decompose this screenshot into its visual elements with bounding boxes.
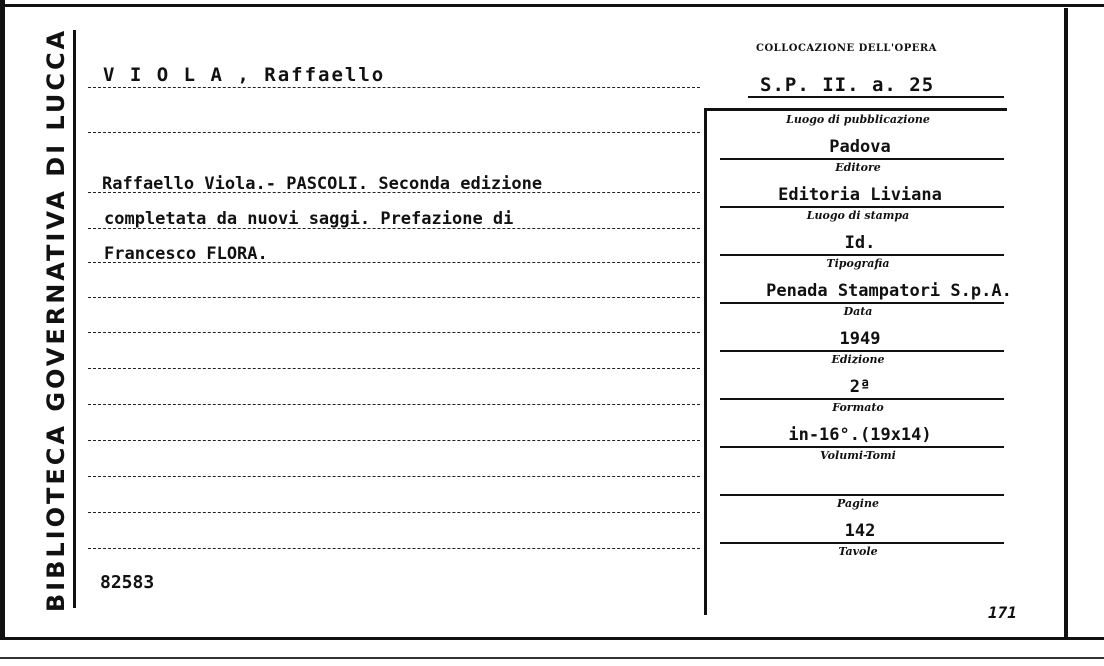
field-label-publisher: Editore [835, 161, 881, 174]
collocation-header: COLLOCAZIONE DELL'OPERA [756, 43, 937, 54]
ruled-line [88, 228, 700, 229]
field-label-print-place: Luogo di stampa [806, 209, 910, 222]
description-line-1: Raffaello Viola.- PASCOLI. Seconda edizione [102, 174, 543, 194]
field-value-place: Padova [829, 137, 891, 157]
card-left-border [0, 0, 5, 640]
margin-rule [73, 30, 76, 608]
field-label-plates: Tavole [838, 545, 878, 558]
stamp-number: 171 [988, 603, 1017, 622]
field-value-edition: 2ª [849, 377, 871, 397]
field-label-edition: Edizione [831, 353, 885, 366]
card-top-border [0, 4, 1104, 7]
collocation-rule [748, 96, 1004, 98]
field-label-printer: Tipografia [826, 257, 890, 270]
field-label-pages: Pagine [837, 497, 879, 510]
field-label-volumes: Volumi-Tomi [820, 449, 896, 462]
field-value-printer: Penada Stampatori S.p.A. [766, 281, 1012, 301]
ruled-line [88, 368, 700, 369]
description-line-3: Francesco FLORA. [104, 244, 268, 264]
card-bottom-border [0, 637, 1104, 640]
ruled-line [88, 192, 700, 193]
field-rule [720, 254, 1004, 256]
field-rule [720, 494, 1004, 496]
field-rule [720, 542, 1004, 544]
inventory-number: 82583 [100, 572, 155, 593]
ruled-line [88, 476, 700, 477]
field-value-pages: 142 [844, 521, 876, 541]
field-label-date: Data [843, 305, 873, 318]
field-rule [720, 158, 1004, 160]
field-label-place: Luogo di pubblicazione [786, 113, 930, 126]
author-heading: V I O L A , Raffaello [103, 64, 386, 86]
field-rule [720, 398, 1004, 400]
field-rule [720, 206, 1004, 208]
field-label-format: Formato [832, 401, 884, 414]
ruled-line [88, 332, 700, 333]
ruled-line [88, 512, 700, 513]
field-value-publisher: Editoria Liviana [778, 185, 942, 205]
description-line-2: completata da nuovi saggi. Prefazione di [104, 209, 514, 229]
card-bottom-edge [0, 657, 1104, 659]
field-value-print-place: Id. [844, 233, 876, 253]
collocation-value: S.P. II. a. 25 [760, 74, 935, 96]
field-rule [720, 302, 1004, 304]
field-value-date: 1949 [839, 329, 881, 349]
ruled-line [88, 548, 700, 549]
ruled-line [88, 297, 700, 298]
field-rule [720, 350, 1004, 352]
heading-rule [88, 87, 700, 88]
field-rule [720, 446, 1004, 448]
ruled-line [88, 132, 700, 133]
ruled-line [88, 404, 700, 405]
library-stamp: BIBLIOTECA GOVERNATIVA DI LUCCA [42, 27, 70, 613]
ruled-line [88, 440, 700, 441]
ruled-line [88, 262, 700, 263]
card-right-border [1064, 8, 1068, 638]
field-value-format: in-16°.(19x14) [788, 425, 932, 445]
